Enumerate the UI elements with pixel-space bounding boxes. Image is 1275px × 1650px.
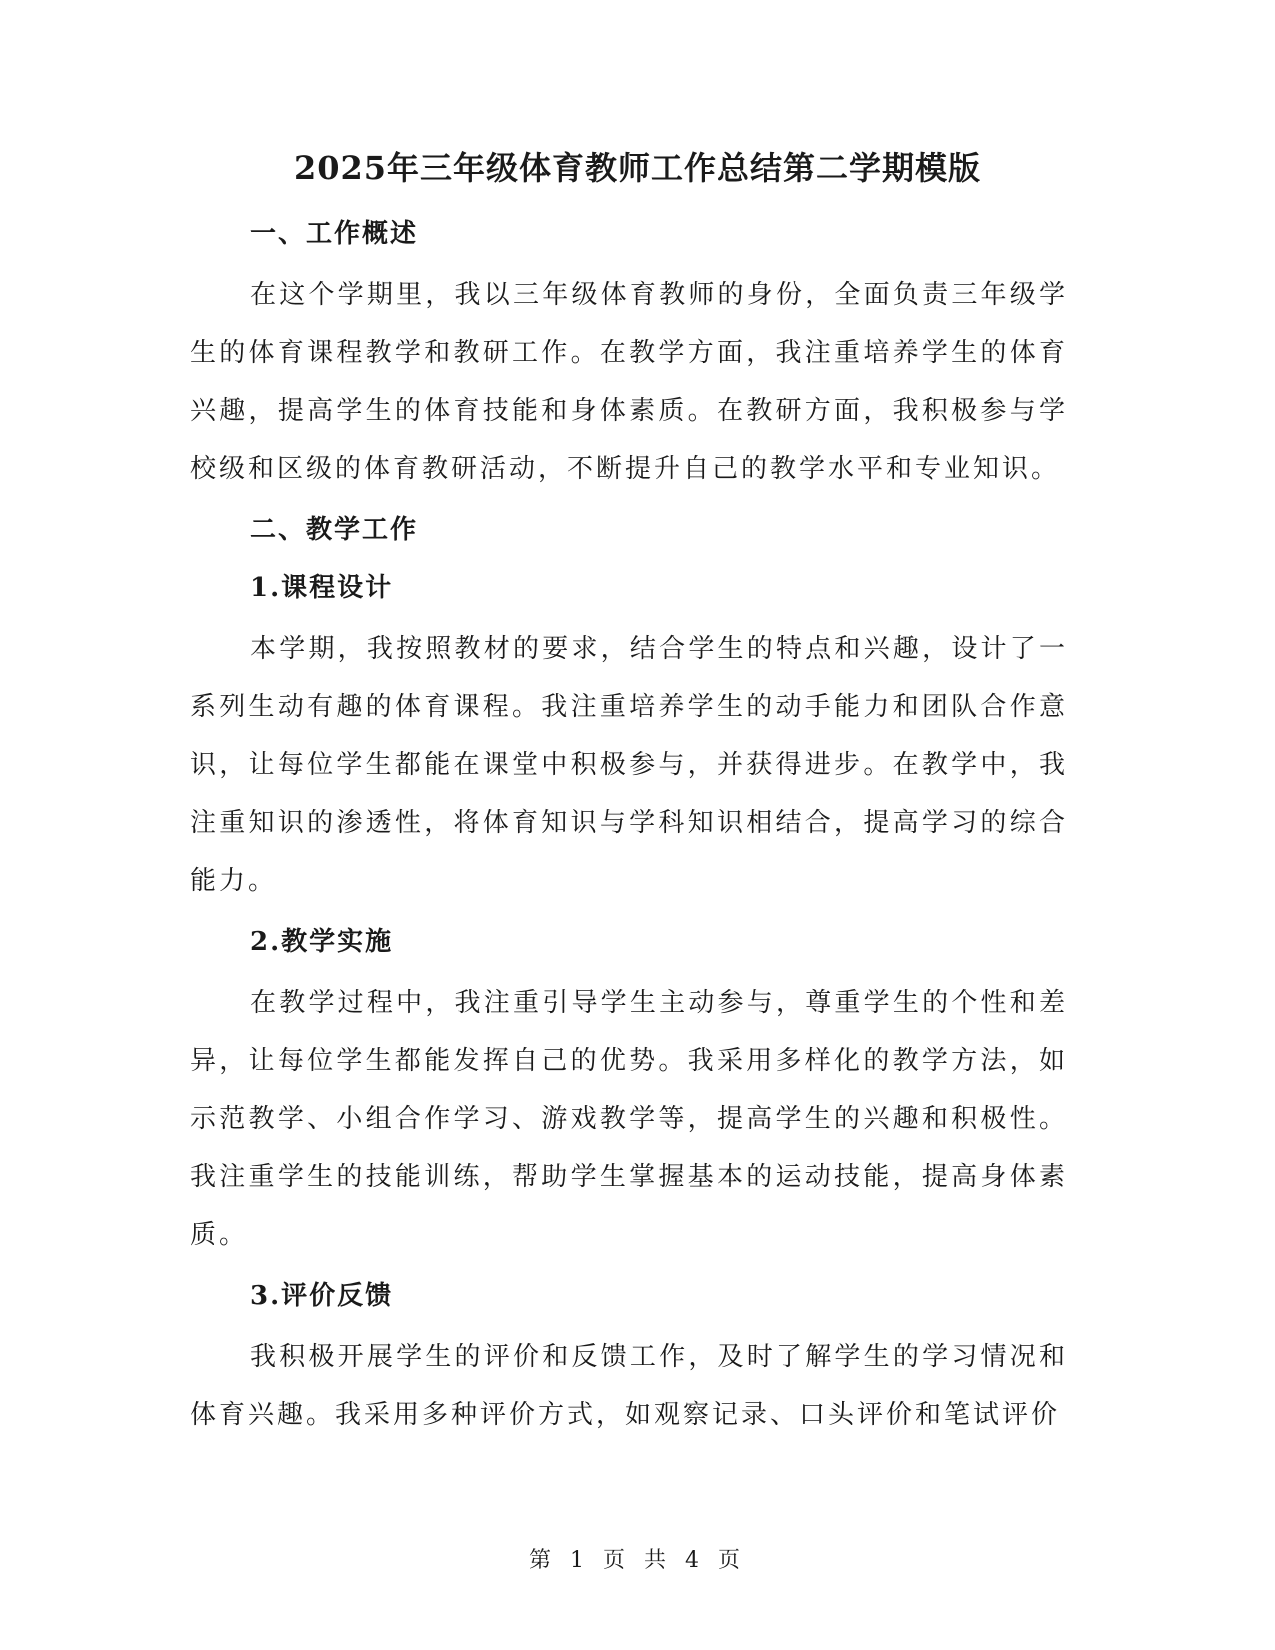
subsection-heading: 1.课程设计 [250,573,394,603]
subsection-heading: 3.评价反馈 [250,1281,394,1311]
paragraph: 我积极开展学生的评价和反馈工作，及时了解学生的学习情况和体育兴趣。我采用多种评价方式，如观察记录、口头评价和笔试评价 [190,1342,1068,1430]
document-title: 2025年三年级体育教师工作总结第二学期模版 [293,149,982,187]
section-heading: 一、工作概述 [250,219,419,249]
paragraph: 在这个学期里，我以三年级体育教师的身份，全面负责三年级学生的体育课程教学和教研工作。在教学方面，我注重培养学生的体育兴趣，提高学生的体育技能和身体素质。在教研方面，我积极参与学校级和区级的体育教研活动，不断提升自己的教学水平和专业知识。 [190,280,1068,484]
paragraph: 在教学过程中，我注重引导学生主动参与，尊重学生的个性和差异，让每位学生都能发挥自己的优势。我采用多样化的教学方法，如示范教学、小组合作学习、游戏教学等，提高学生的兴趣和积极性。我注重学生的技能训练，帮助学生掌握基本的运动技能，提高身体素质。 [190,988,1068,1250]
subsection-heading: 2.教学实施 [250,927,394,957]
section-heading: 二、教学工作 [250,515,419,545]
page-footer: 第 1 页 共 4 页 [529,1548,746,1573]
document-body [190,208,1068,1450]
paragraph: 本学期，我按照教材的要求，结合学生的特点和兴趣，设计了一系列生动有趣的体育课程。我注重培养学生的动手能力和团队合作意识，让每位学生都能在课堂中积极参与，并获得进步。在教学中，我注重知识的渗透性，将体育知识与学科知识相结合，提高学习的综合能力。 [190,634,1068,896]
